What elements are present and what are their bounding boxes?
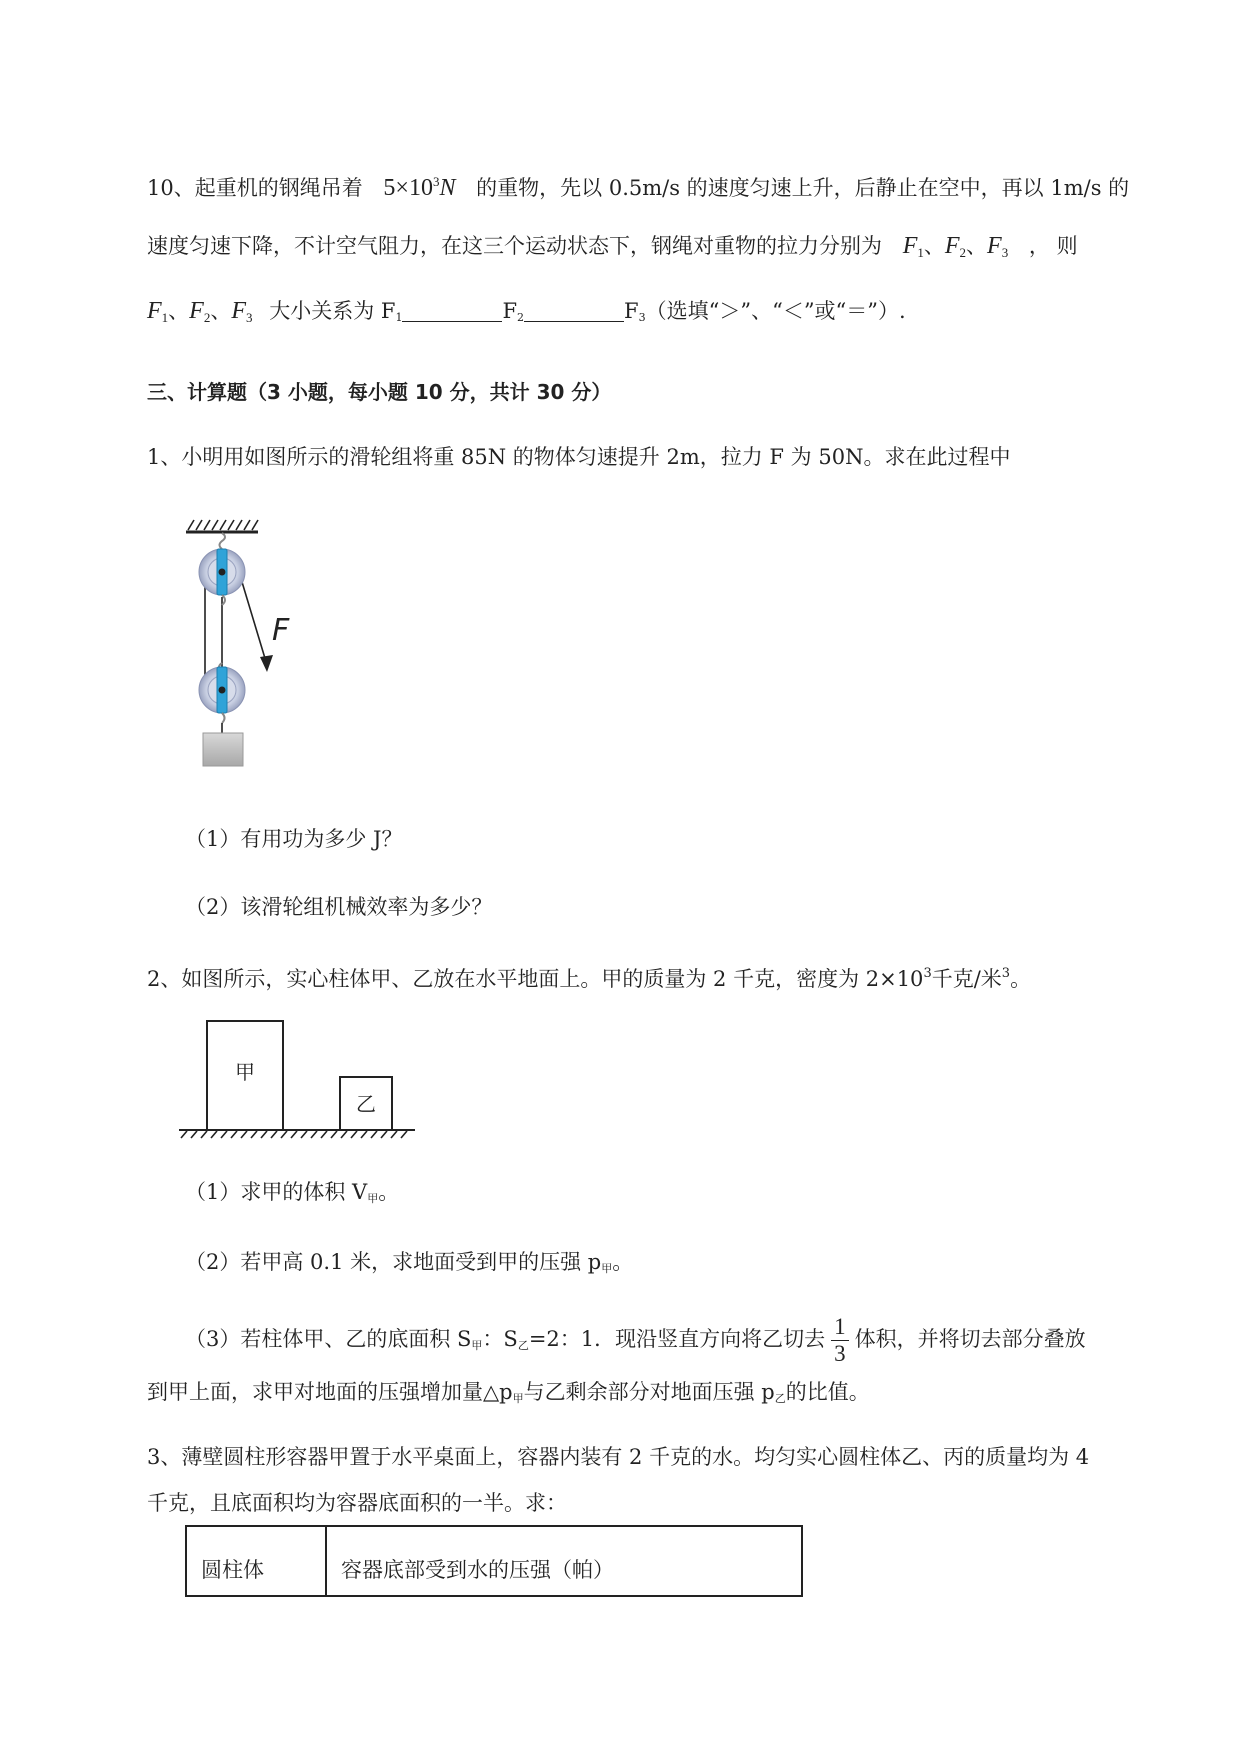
q10-f-list: [147, 298, 253, 324]
p2-text: 。: [378, 1180, 400, 1204]
p1-stem: 1、小明用如图所示的滑轮组将重 85N 的物体匀速提升 2m，拉力 F 为 50N。求在此过程中: [147, 445, 1011, 469]
q10-text: 10、起重机的钢绳吊着: [147, 176, 363, 200]
q10-text: F: [502, 299, 518, 323]
table-header-pressure: 容器底部受到水的压强（帕）: [326, 1526, 802, 1596]
pulley-force-label: F: [272, 613, 290, 648]
f-sub: 1: [395, 311, 403, 324]
exp: 3: [1001, 966, 1011, 981]
sub-label: 乙: [774, 1392, 786, 1405]
table-row: [186, 1526, 802, 1596]
cylinder-yi-label: 乙: [356, 1092, 376, 1116]
p2-text: （2）若甲高 0.1 米，求地面受到甲的压强 p: [185, 1250, 602, 1274]
sub-label: 甲: [512, 1392, 524, 1405]
f-sub: 1: [161, 310, 169, 325]
force-unit: N: [439, 175, 456, 201]
sub-label: 甲: [471, 1339, 483, 1352]
sub-label: 乙: [517, 1339, 529, 1352]
f-symbol: F: [902, 233, 918, 259]
frac-denominator: 3: [834, 1341, 846, 1366]
q10-text: 的重物，先以 0.5m/s 的速度匀速上升，后静止在空中，再以 1m/s 的: [476, 176, 1130, 200]
table-header-cylinder: 圆柱体: [186, 1526, 326, 1596]
f-sub: 2: [517, 311, 525, 324]
f-symbol: F: [147, 298, 162, 324]
p2-text: （3）若柱体甲、乙的底面积 S: [185, 1327, 472, 1351]
p2-text: 与乙剩余部分对地面压强 p: [523, 1380, 775, 1404]
p3-table: [185, 1525, 803, 1597]
p2-text: ：S: [482, 1327, 518, 1351]
p2-text: （1）求甲的体积 V: [185, 1180, 368, 1204]
force-exp: 3: [432, 174, 440, 189]
f-symbol: F: [944, 233, 960, 259]
q10-text: ， 则: [1028, 234, 1078, 258]
answer-blank-2[interactable]: [524, 301, 624, 322]
p3-line-1: 3、薄壁圆柱形容器甲置于水平桌面上，容器内装有 2 千克的水。均匀实心圆柱体乙、丙的质量均为 4: [147, 1445, 1090, 1469]
f-symbol: F: [987, 233, 1002, 259]
p2-text: 。: [1010, 967, 1032, 991]
p2-text: 2、如图所示，实心柱体甲、乙放在水平地面上。甲的质量为 2 千克，密度为 2×10: [147, 967, 924, 991]
q10-force-value: [383, 175, 455, 201]
answer-blank-1[interactable]: [402, 301, 502, 322]
cylinder-jia-label: 甲: [235, 1060, 255, 1084]
f-symbol: F: [189, 298, 204, 324]
p2-sub-1: [185, 1178, 399, 1213]
fraction-one-third: [831, 1314, 849, 1367]
p2-sub-3: [185, 1310, 1086, 1375]
section-heading: 三、计算题（3 小题，每小题 10 分，共计 30 分）: [147, 380, 612, 404]
f-sub: 2: [203, 310, 211, 325]
p2-text: 到甲上面，求甲对地面的压强增加量△p: [147, 1380, 513, 1404]
p1-sub-1: （1）有用功为多少 J？: [185, 827, 403, 851]
sep: 、: [210, 299, 232, 323]
sep: 、: [923, 234, 945, 258]
q10-line-3: [147, 297, 906, 332]
f-sub: 3: [246, 310, 253, 325]
q10-text: （选填“＞”、“＜”或“＝”）.: [645, 299, 906, 323]
q10-f-list: [903, 233, 1009, 259]
p2-text: =2：1．现沿竖直方向将乙切去: [528, 1327, 826, 1351]
p2-stem: [147, 960, 1031, 993]
p2-sub-3-line-2: [147, 1378, 870, 1413]
frac-numerator: 1: [831, 1314, 849, 1341]
sub-label: 甲: [601, 1262, 613, 1275]
p2-text: 体积，并将切去部分叠放: [854, 1327, 1086, 1351]
q10-text: F: [624, 299, 639, 323]
f-symbol: F: [231, 298, 247, 324]
force-coef: 5×10: [383, 175, 433, 201]
exp: 3: [923, 966, 932, 981]
p2-text: 千克/米: [931, 967, 1002, 991]
p2-text: 的比值。: [785, 1380, 870, 1404]
f-sub: 3: [1001, 245, 1009, 260]
f-sub: 2: [959, 245, 967, 260]
sep: 、: [966, 234, 988, 258]
f-sub: 3: [638, 311, 646, 324]
q10-text: 速度匀速下降，不计空气阻力，在这三个运动状态下，钢绳对重物的拉力分别为: [147, 234, 882, 258]
p3-line-2: 千克，且底面积均为容器底面积的一半。求：: [147, 1491, 567, 1515]
cylinders-figure: [175, 1015, 425, 1140]
p2-sub-2: [185, 1248, 633, 1283]
q10-line-1: [147, 168, 1129, 202]
q10-text: 大小关系为 F: [269, 299, 396, 323]
p2-text: 。: [612, 1250, 634, 1274]
sep: 、: [168, 299, 190, 323]
sub-label: 甲: [367, 1192, 379, 1205]
pulley-figure: [180, 515, 300, 775]
q10-line-2: [147, 232, 1078, 267]
p1-sub-2: （2）该滑轮组机械效率为多少？: [185, 895, 493, 919]
f-sub: 1: [917, 245, 924, 260]
